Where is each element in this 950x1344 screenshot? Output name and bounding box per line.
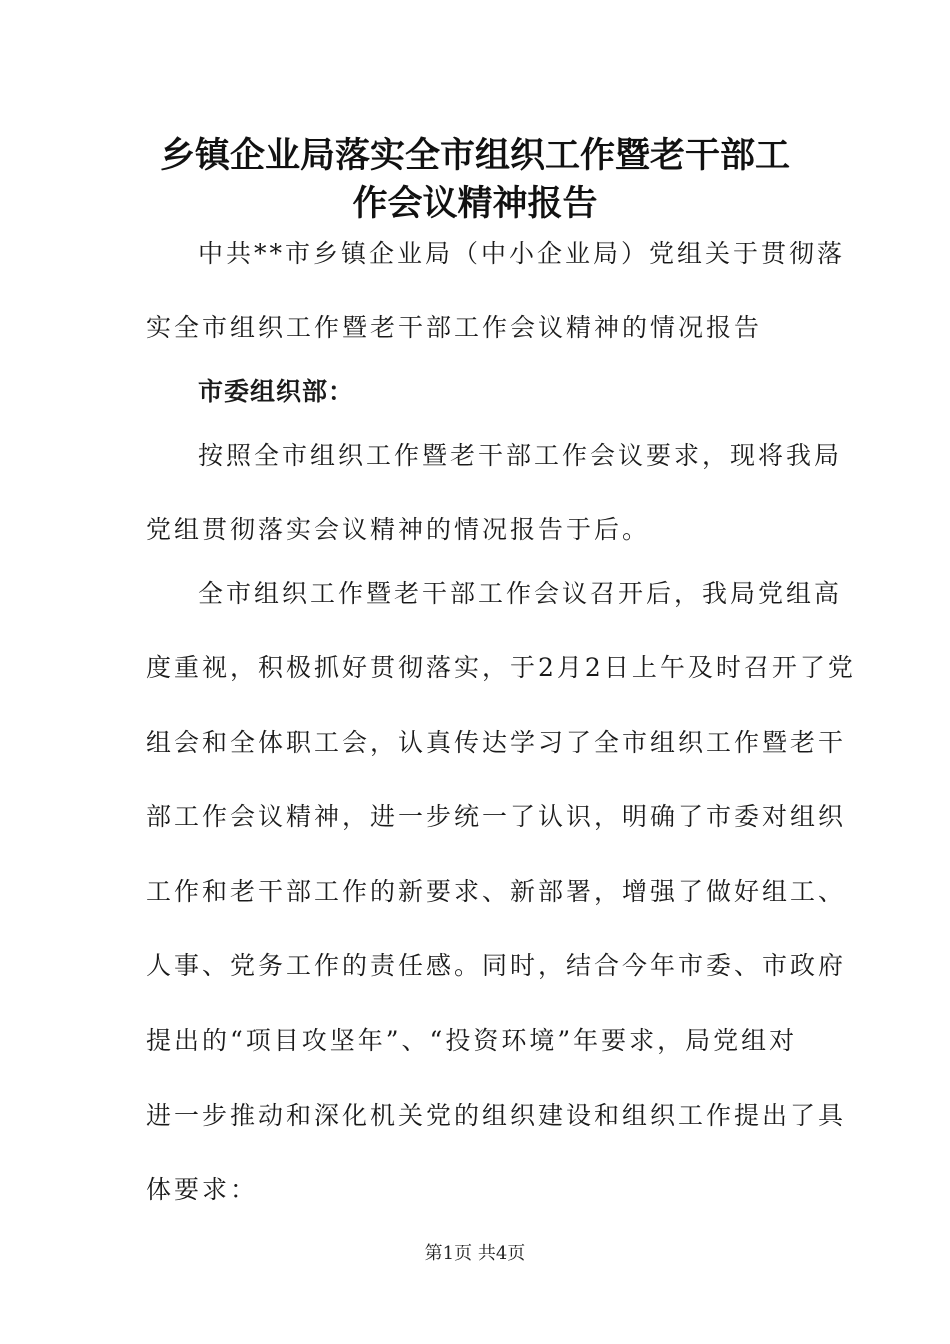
salutation: 市委组织部： [198,377,355,406]
body-line: 工作和老干部工作的新要求、新部署，增强了做好组工、 [146,877,847,906]
body-line: 提出的“项目攻坚年”、“投资环境”年要求，局党组对 [146,1026,798,1055]
body-line: 度重视，积极抓好贯彻落实，于2月2日上午及时召开了党 [146,653,856,682]
page-number-footer: 第1页 共4页 [424,1243,526,1264]
body-line: 党组贯彻落实会议精神的情况报告于后。 [146,515,651,544]
body-line: 组会和全体职工会，认真传达学习了全市组织工作暨老干 [146,728,847,757]
body-line: 人事、党务工作的责任感。同时，结合今年市委、市政府 [146,951,847,980]
body-line: 全市组织工作暨老干部工作会议召开后，我局党组高 [198,579,843,608]
subtitle-line-2: 实全市组织工作暨老干部工作会议精神的情况报告 [146,313,763,342]
body-line: 进一步推动和深化机关党的组织建设和组织工作提出了具 [146,1101,847,1130]
body-line: 体要求： [146,1175,259,1204]
document-title-line-1: 乡镇企业局落实全市组织工作暨老干部工 [159,136,790,176]
body-line: 部工作会议精神，进一步统一了认识，明确了市委对组织 [146,802,847,831]
document-title-line-2: 作会议精神报告 [352,184,598,224]
subtitle-line-1: 中共**市乡镇企业局（中小企业局）党组关于贯彻落 [198,239,846,268]
body-line: 按照全市组织工作暨老干部工作会议要求，现将我局 [198,441,843,470]
